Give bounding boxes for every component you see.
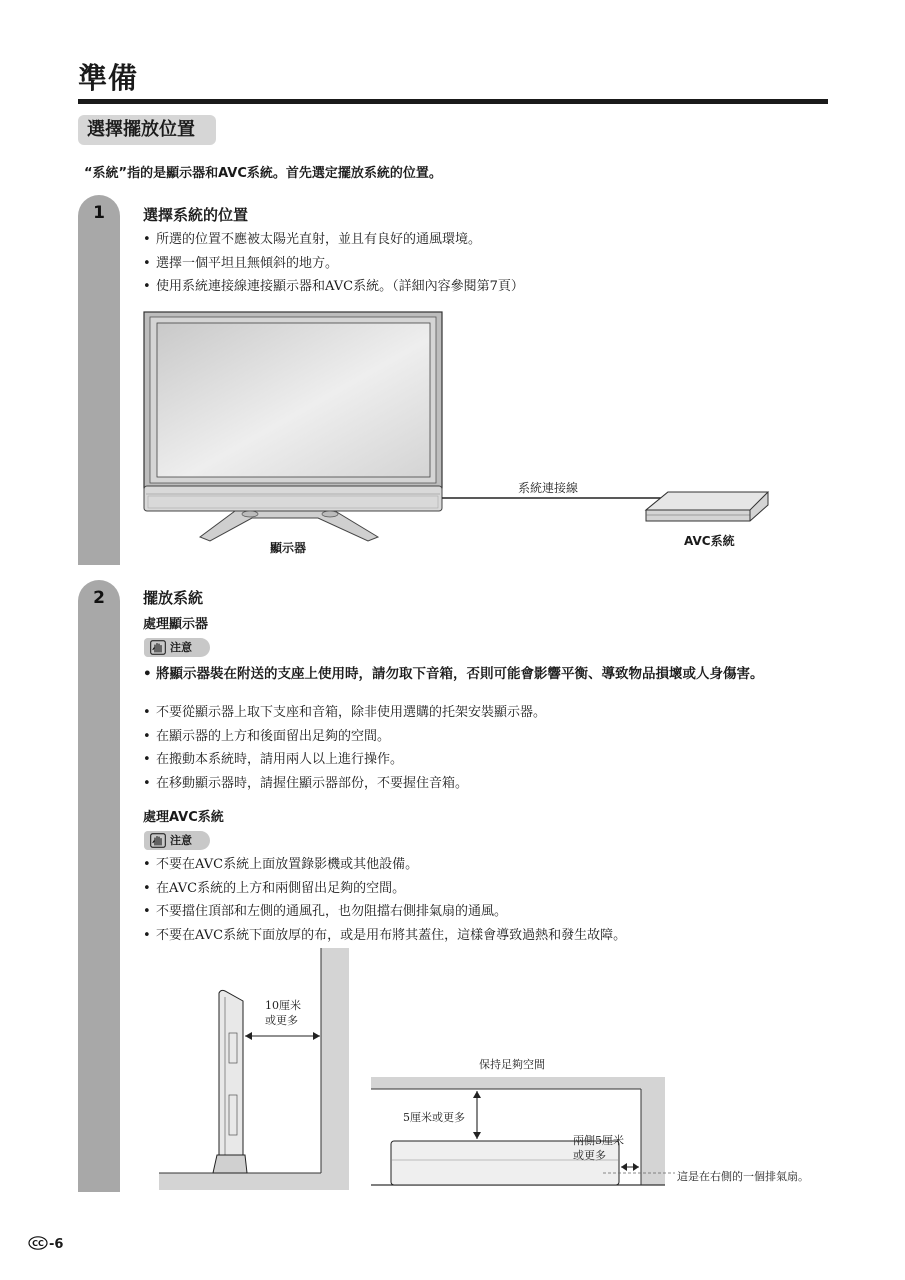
caution-badge-avc (144, 831, 210, 850)
step1-bullets (143, 228, 524, 299)
side-clearance-label (573, 1133, 624, 1163)
list-item: • 在顯示器的上方和後面留出足夠的空間。 (143, 725, 546, 749)
cable-label: 系統連接線 (518, 481, 579, 495)
title-rule (78, 99, 828, 104)
list-item: • 所選的位置不應被太陽光直射，並且有良好的通風環境。 (143, 228, 524, 252)
intro-text: “系統”指的是顯示器和AVC系統。首先選定擺放系統的位置。 (84, 166, 442, 181)
list-item: • 在AVC系統的上方和兩側留出足夠的空間。 (143, 877, 626, 901)
rear-clearance-label (265, 998, 301, 1028)
section-tab: 選擇擺放位置 (78, 115, 216, 145)
keep-space-label: 保持足夠空間 (479, 1058, 545, 1071)
display-clearance-diagram (159, 948, 349, 1190)
page-title: 準備 (78, 61, 139, 95)
avc-label: AVC系統 (684, 534, 735, 548)
side-clearance-line2: 或更多 (573, 1149, 606, 1162)
step2-number: 2 (93, 588, 105, 608)
system-connection-figure (140, 305, 780, 565)
list-item: • 選擇一個平坦且無傾斜的地方。 (143, 252, 524, 276)
step2-heading: 擺放系統 (143, 589, 204, 607)
display-subheading: 處理顯示器 (143, 617, 209, 632)
step1-heading: 選擇系統的位置 (143, 206, 249, 224)
caution-hand-icon (150, 640, 166, 655)
list-item: • 在移動顯示器時，請握住顯示器部份，不要握住音箱。 (143, 772, 546, 796)
top-clearance-label: 5厘米或更多 (403, 1111, 465, 1124)
list-item: • 使用系統連接線連接顯示器和AVC系統。（詳細內容參閱第7頁） (143, 275, 524, 299)
list-item: • 不要擋住頂部和左側的通風孔，也勿阻擋右側排氣扇的通風。 (143, 900, 626, 924)
list-item: • 不要在AVC系統下面放厚的布，或是用布將其蓋住，這樣會導致過熱和發生故障。 (143, 924, 626, 948)
step1-number: 1 (93, 203, 105, 223)
display-bullets (143, 701, 546, 795)
list-item: • 不要在AVC系統上面放置錄影機或其他設備。 (143, 853, 626, 877)
caution-badge-display (144, 638, 210, 657)
display-illustration (144, 312, 442, 541)
avc-illustration (646, 492, 768, 521)
avc-subheading: 處理AVC系統 (143, 810, 224, 825)
list-item: • 不要從顯示器上取下支座和音箱，除非使用選購的托架安裝顯示器。 (143, 701, 546, 725)
display-label: 顯示器 (270, 541, 307, 555)
cc-icon (28, 1236, 48, 1250)
step1-bar (78, 195, 120, 565)
page-number: 6 (54, 1237, 64, 1252)
caution-hand-icon (150, 833, 166, 848)
list-item: • 在搬動本系統時，請用兩人以上進行操作。 (143, 748, 546, 772)
svg-text:CC: CC (32, 1239, 44, 1248)
rear-clearance-line2: 或更多 (265, 1014, 298, 1027)
avc-bullets (143, 853, 626, 947)
side-clearance-line1: 兩側5厘米 (573, 1134, 624, 1147)
avc-clearance-diagram (371, 1077, 675, 1185)
caution-label: 注意 (170, 641, 192, 654)
caution-label: 注意 (170, 834, 192, 847)
step2-bar (78, 580, 120, 1192)
display-warning: • 將顯示器裝在附送的支座上使用時，請勿取下音箱，否則可能會影響平衡、導致物品損壞或人身傷害。 (143, 665, 828, 683)
rear-clearance-line1: 10厘米 (265, 999, 301, 1012)
page-footer: CC -6 (28, 1236, 63, 1252)
fan-note-label: 這是在右側的一個排氣扇。 (677, 1170, 809, 1183)
